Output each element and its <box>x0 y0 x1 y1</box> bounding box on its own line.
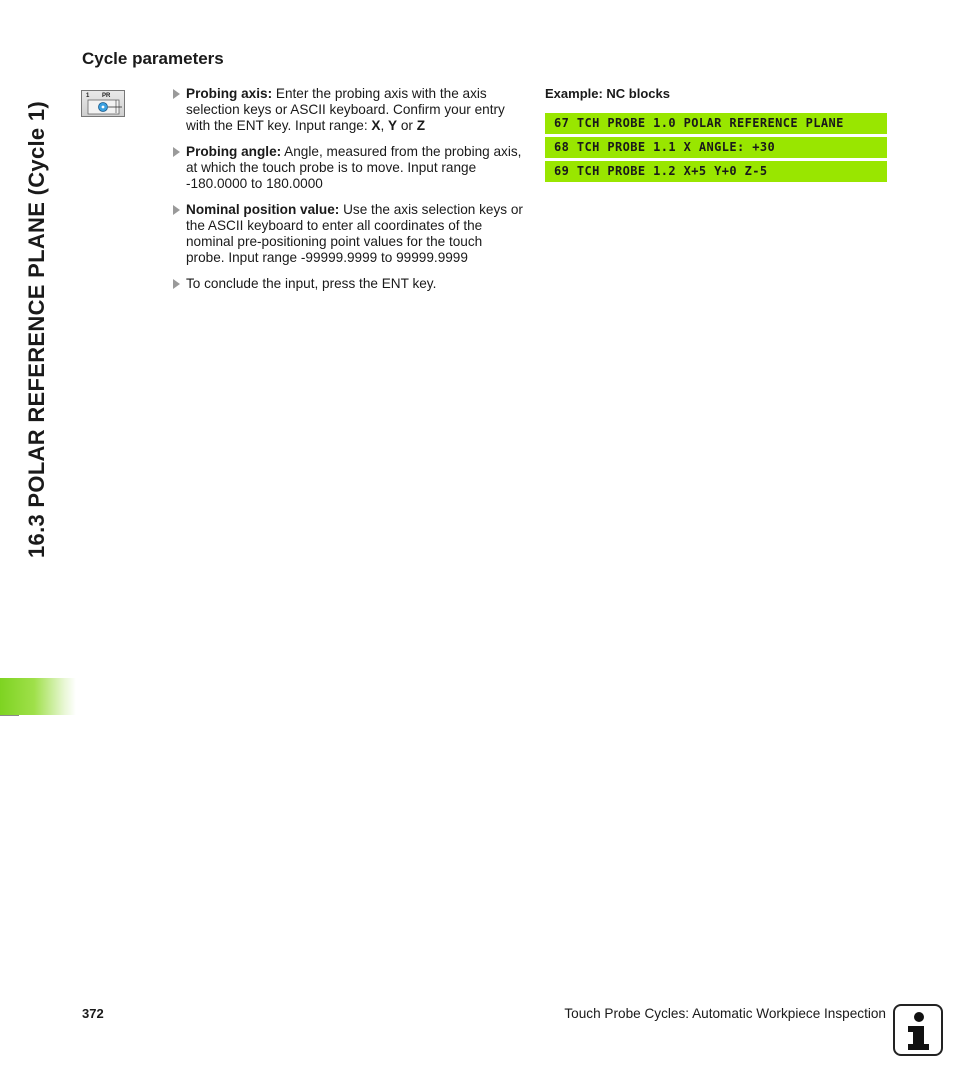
bullet-triangle-icon <box>173 205 180 215</box>
param-description: Angle, measured from the probing axis, at which the touch probe is to move. Input range -180.0000 to 180.0000 <box>186 144 522 191</box>
axis-option-x: X <box>371 118 381 133</box>
bullet-triangle-icon <box>173 279 180 289</box>
param-name: Probing axis: <box>186 86 273 101</box>
nc-block-67: 67 TCH PROBE 1.0 POLAR REFERENCE PLANE <box>545 113 887 134</box>
param-name: Probing angle: <box>186 144 282 159</box>
param-probing-axis <box>172 86 524 134</box>
bullet-triangle-icon <box>173 147 180 157</box>
param-nominal-position <box>172 202 524 266</box>
example-title: Example: NC blocks <box>545 86 670 101</box>
page-number: 372 <box>82 1006 104 1021</box>
axis-option-z: Z <box>416 118 426 133</box>
param-description: Enter the probing axis with the axis selection keys or ASCII keyboard. Confirm your entry with the ENT key. Input range: <box>186 86 505 133</box>
param-description: Use the axis selection keys or the ASCII keyboard to enter all coordinates of the nominal pre-positioning point values for the touch probe. Input range -99999.9999 to 99999.9999 <box>186 202 523 265</box>
param-name: Nominal position value: <box>186 202 340 217</box>
section-heading: Cycle parameters <box>82 49 224 68</box>
chapter-tab-line <box>0 715 19 716</box>
polar-reference-plane-softkey-icon <box>81 90 125 117</box>
chapter-side-title-text: 16.3 POLAR REFERENCE PLANE (Cycle 1) <box>24 100 49 558</box>
axis-option-y: Y <box>388 118 398 133</box>
chapter-tab-marker <box>0 678 76 715</box>
nc-block-69: 69 TCH PROBE 1.2 X+5 Y+0 Z-5 <box>545 161 887 182</box>
softkey-number: 1 <box>86 93 90 99</box>
chapter-side-title <box>24 48 64 558</box>
bullet-triangle-icon <box>173 89 180 99</box>
param-description: To conclude the input, press the ENT key. <box>186 276 437 291</box>
footer-title: Touch Probe Cycles: Automatic Workpiece Inspection <box>564 1006 886 1021</box>
param-probing-angle <box>172 144 524 192</box>
parameter-list <box>172 86 524 302</box>
info-icon <box>893 1004 943 1056</box>
nc-block-68: 68 TCH PROBE 1.1 X ANGLE: +30 <box>545 137 887 158</box>
axis-or: or <box>397 118 417 133</box>
axis-separator: , <box>380 118 389 133</box>
softkey-label: PR <box>102 93 111 99</box>
param-conclude <box>172 276 524 292</box>
